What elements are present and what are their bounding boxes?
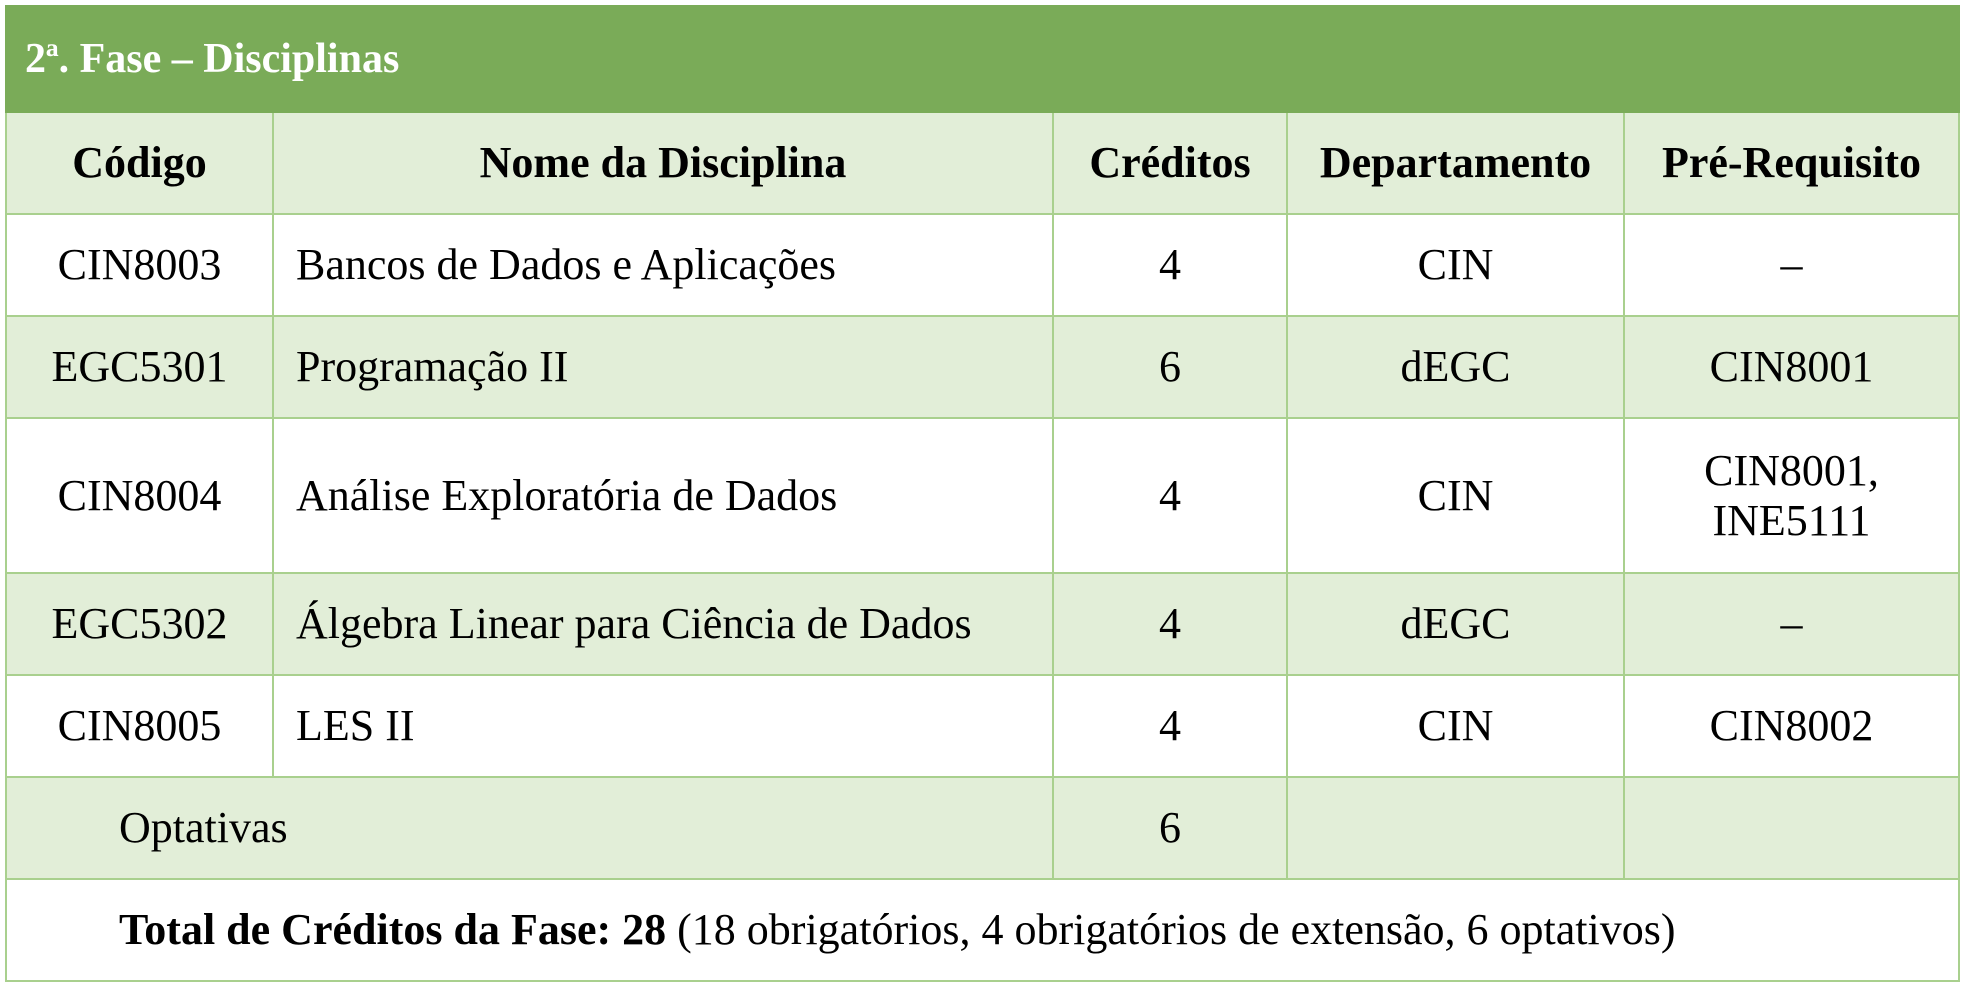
table-row <box>6 214 1959 316</box>
cell-nome: LES II <box>273 675 1053 777</box>
cell-creditos: 6 <box>1053 316 1287 418</box>
cell-codigo: EGC5301 <box>6 316 273 418</box>
column-header-prerequisito: Pré-Requisito <box>1624 112 1959 214</box>
cell-codigo: CIN8003 <box>6 214 273 316</box>
cell-codigo: CIN8004 <box>6 418 273 573</box>
prerequisito-line: – <box>1780 240 1803 289</box>
cell-prerequisito <box>1624 214 1959 316</box>
curriculum-table-container <box>5 5 1958 982</box>
cell-departamento: CIN <box>1287 418 1624 573</box>
optativas-label: Optativas <box>6 777 1053 879</box>
cell-codigo: EGC5302 <box>6 573 273 675</box>
optativas-departamento-empty <box>1287 777 1624 879</box>
header-row <box>6 112 1959 214</box>
cell-departamento: CIN <box>1287 214 1624 316</box>
cell-prerequisito <box>1624 418 1959 573</box>
table-title: 2ª. Fase – Disciplinas <box>6 6 1959 112</box>
cell-creditos: 4 <box>1053 675 1287 777</box>
title-row <box>6 6 1959 112</box>
cell-departamento: dEGC <box>1287 316 1624 418</box>
prerequisito-line: INE5111 <box>1712 495 1871 545</box>
total-detail: (18 obrigatórios, 4 obrigatórios de extensão, 6 optativos) <box>666 905 1676 954</box>
cell-departamento: CIN <box>1287 675 1624 777</box>
cell-departamento: dEGC <box>1287 573 1624 675</box>
table-row <box>6 573 1959 675</box>
column-header-creditos: Créditos <box>1053 112 1287 214</box>
cell-creditos: 4 <box>1053 573 1287 675</box>
table-row <box>6 316 1959 418</box>
optativas-prerequisito-empty <box>1624 777 1959 879</box>
cell-creditos: 4 <box>1053 214 1287 316</box>
total-row <box>6 879 1959 981</box>
prerequisito-line: CIN8001, <box>1704 445 1879 495</box>
table-row <box>6 675 1959 777</box>
column-header-departamento: Departamento <box>1287 112 1624 214</box>
cell-nome: Bancos de Dados e Aplicações <box>273 214 1053 316</box>
prerequisito-line: CIN8002 <box>1709 701 1874 750</box>
cell-nome: Programação II <box>273 316 1053 418</box>
optativas-creditos: 6 <box>1053 777 1287 879</box>
cell-prerequisito <box>1624 675 1959 777</box>
total-cell <box>6 879 1959 981</box>
column-header-codigo: Código <box>6 112 273 214</box>
cell-nome: Álgebra Linear para Ciência de Dados <box>273 573 1053 675</box>
cell-prerequisito <box>1624 316 1959 418</box>
prerequisito-line: – <box>1780 599 1803 648</box>
table-row <box>6 418 1959 573</box>
cell-creditos: 4 <box>1053 418 1287 573</box>
column-header-nome: Nome da Disciplina <box>273 112 1053 214</box>
total-label: Total de Créditos da Fase: 28 <box>119 905 667 954</box>
cell-codigo: CIN8005 <box>6 675 273 777</box>
cell-nome: Análise Exploratória de Dados <box>273 418 1053 573</box>
curriculum-table <box>5 5 1960 982</box>
prerequisito-line: CIN8001 <box>1709 342 1874 391</box>
optativas-row <box>6 777 1959 879</box>
cell-prerequisito <box>1624 573 1959 675</box>
